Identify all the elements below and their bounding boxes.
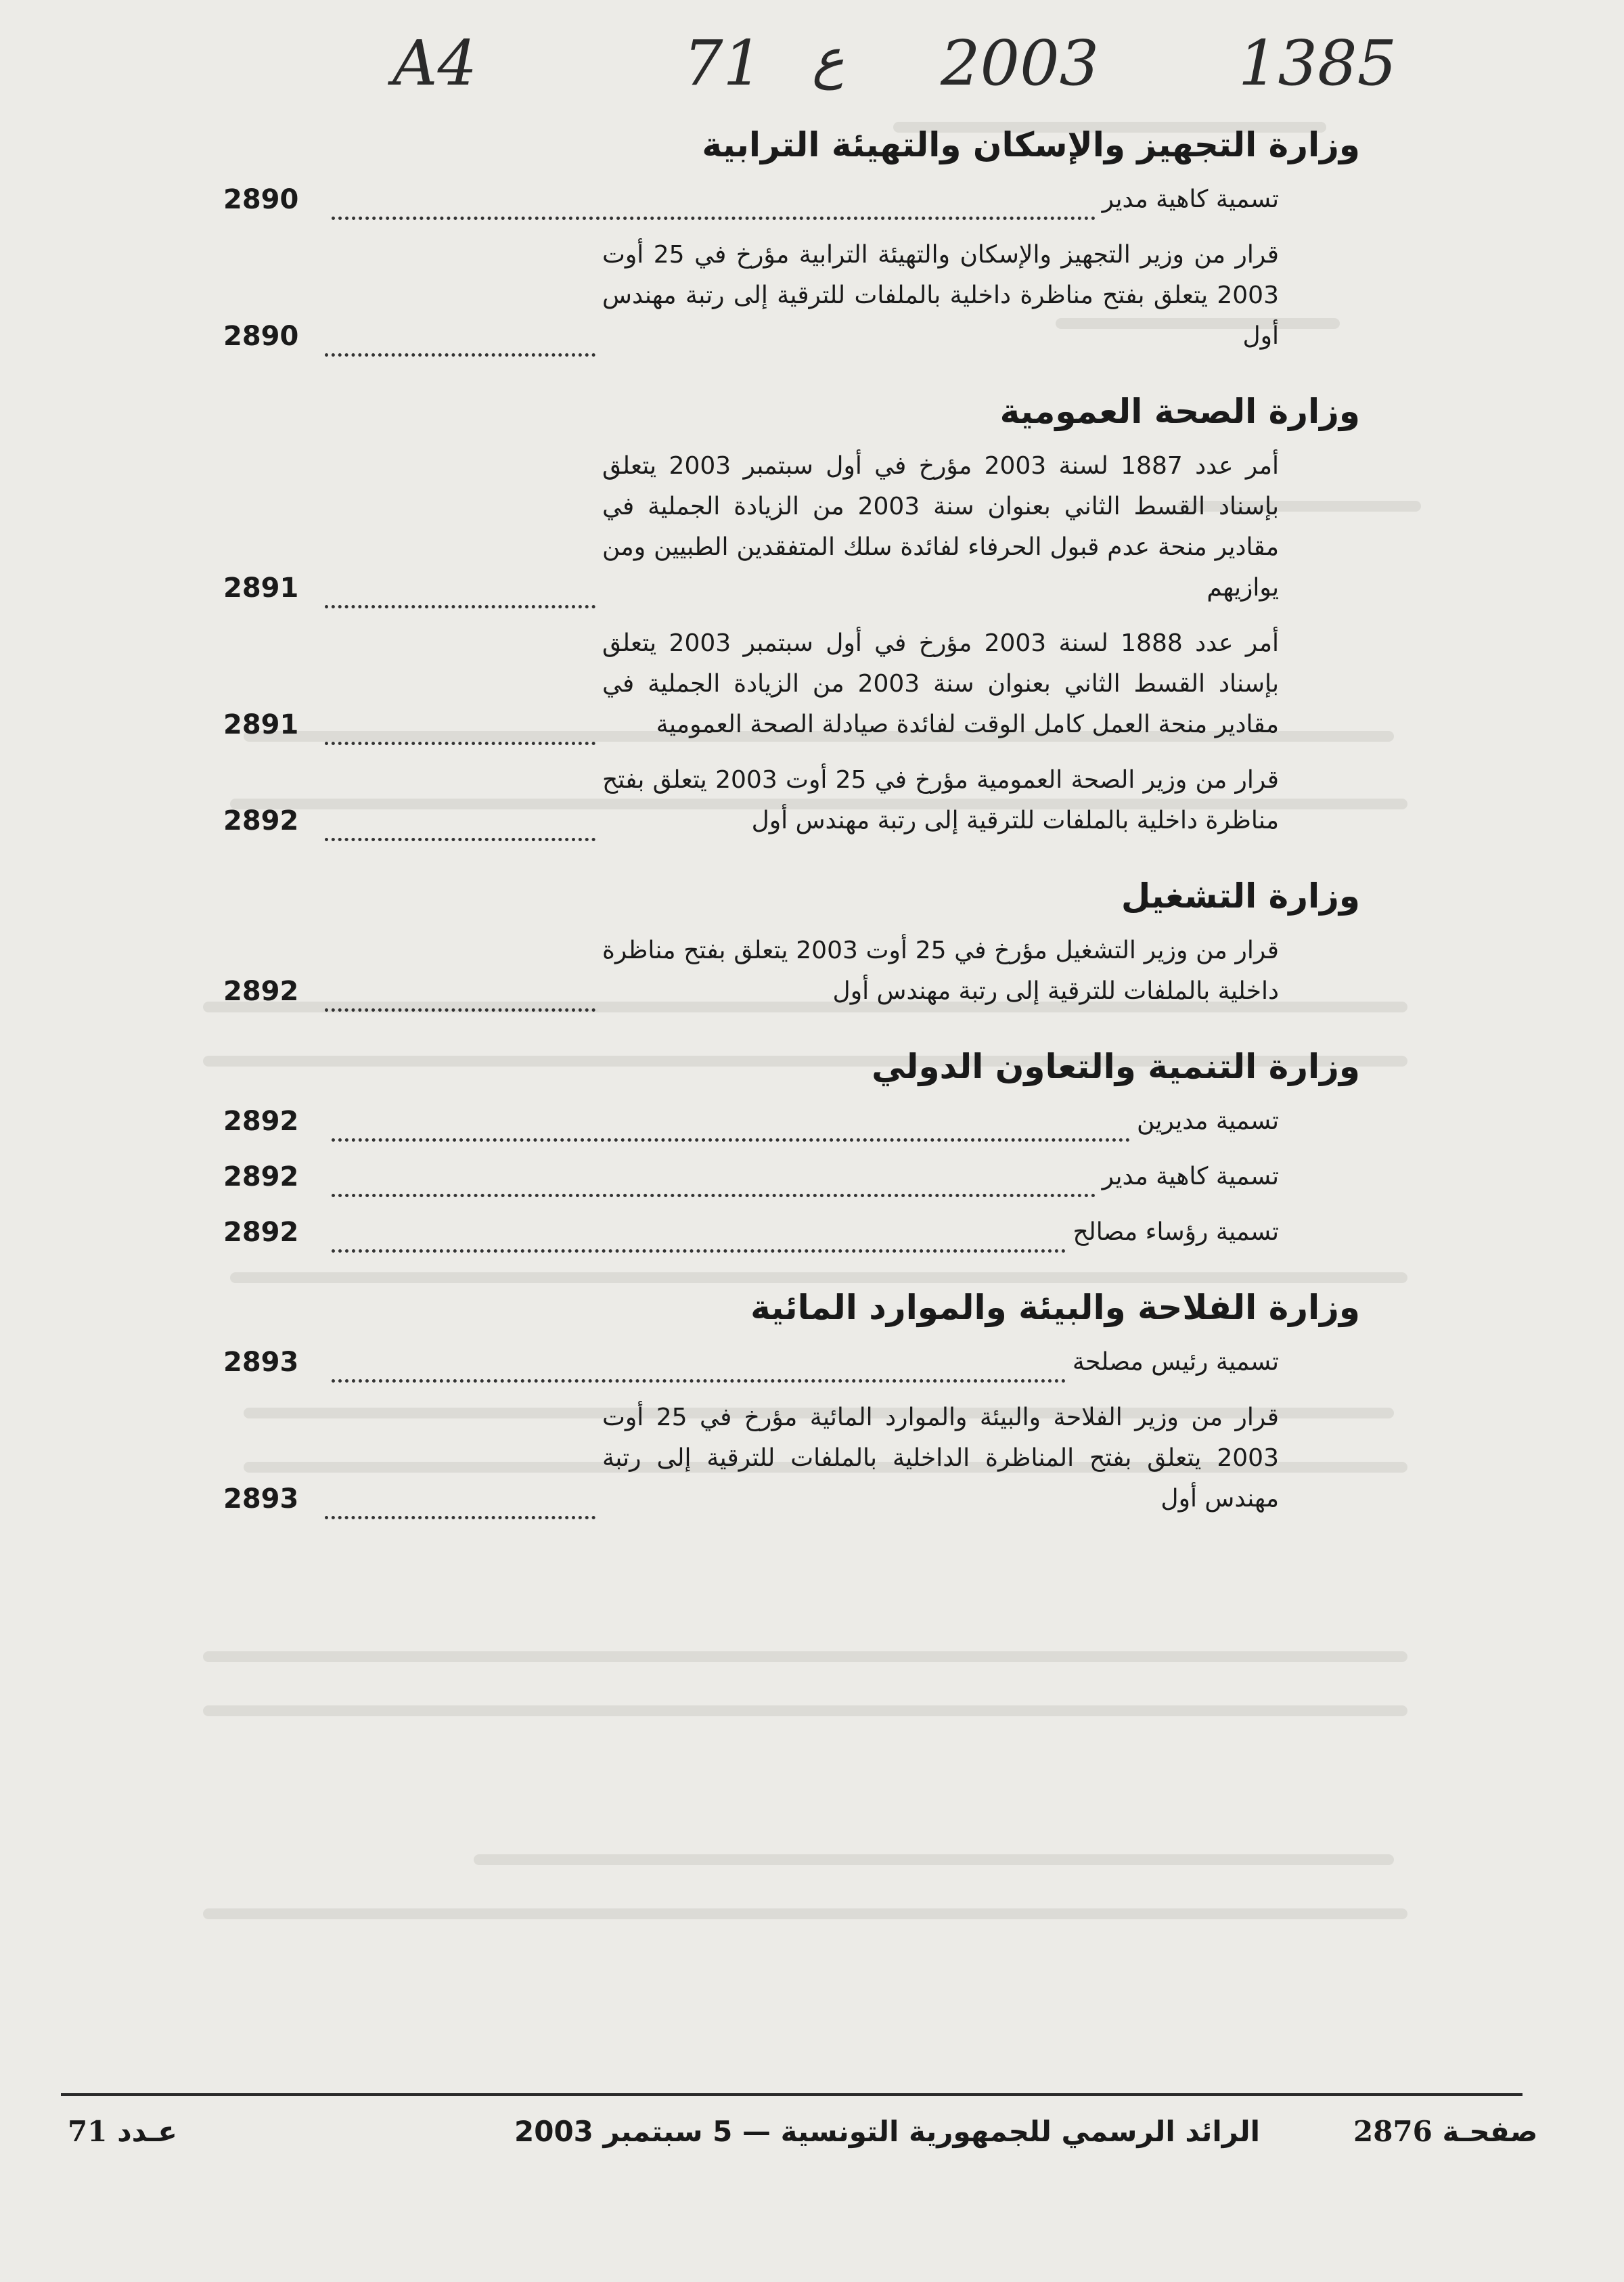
dot-leader bbox=[332, 1161, 1096, 1197]
toc-entry[interactable] bbox=[223, 623, 1279, 745]
handwritten-code: 1385 bbox=[1238, 27, 1397, 99]
section-employment bbox=[223, 876, 1360, 1012]
toc-entry[interactable] bbox=[223, 760, 1279, 841]
dot-leader bbox=[325, 805, 595, 841]
dot-leader bbox=[325, 1483, 595, 1519]
dot-leader bbox=[325, 573, 595, 608]
entry-text: تسمية كاهية مدير bbox=[1102, 1163, 1279, 1190]
entry-text: أمر عدد 1888 لسنة 2003 مؤرخ في أول سبتمبر 2003 يتعلق بإسناد القسط الثاني بعنوان سنة 2003 من الزيادة الجملية في مقادير منحة العمل كامل الوقت لفائدة صيادلة الصحة العمومية bbox=[602, 629, 1280, 738]
handwritten-issue: 71 bbox=[683, 27, 763, 99]
dot-leader bbox=[332, 184, 1096, 220]
dot-leader bbox=[325, 976, 595, 1012]
dot-leader bbox=[332, 1217, 1066, 1253]
page-number: 2892 bbox=[223, 976, 299, 1007]
page-number: 2892 bbox=[223, 1106, 299, 1137]
page-number: 2892 bbox=[223, 805, 299, 836]
footer-issue bbox=[68, 2115, 177, 2148]
footer-page bbox=[1353, 2115, 1537, 2148]
table-of-contents bbox=[223, 125, 1360, 1554]
toc-entry[interactable] bbox=[223, 446, 1279, 608]
section-development bbox=[223, 1047, 1360, 1253]
section-title: وزارة الفلاحة والبيئة والموارد المائية bbox=[750, 1288, 1360, 1327]
entry-text: قرار من وزير الفلاحة والبيئة والموارد المائية مؤرخ في 25 أوت 2003 يتعلق بفتح المناظرة الداخلية بالملفات للترقية إلى رتبة مهندس أول bbox=[602, 1404, 1279, 1513]
toc-entry[interactable] bbox=[223, 931, 1279, 1012]
toc-entry[interactable] bbox=[223, 1101, 1279, 1142]
section-title: وزارة التشغيل bbox=[1121, 876, 1360, 916]
toc-entry[interactable] bbox=[223, 1157, 1279, 1197]
entry-text: قرار من وزير التشغيل مؤرخ في 25 أوت 2003 يتعلق بفتح مناظرة داخلية بالملفات للترقية إلى رتبة مهندس أول bbox=[602, 937, 1279, 1005]
entry-text: تسمية رئيس مصلحة bbox=[1072, 1348, 1279, 1376]
entry-text: تسمية مديرين bbox=[1136, 1107, 1279, 1135]
entry-text: أمر عدد 1887 لسنة 2003 مؤرخ في أول سبتمبر 2003 يتعلق بإسناد القسط الثاني بعنوان سنة 2003 من الزيادة الجملية في مقادير منحة عدم قبول الحرفاء لفائدة سلك المتفقدين الطبيين ومن يوازيهم bbox=[602, 452, 1280, 602]
section-agriculture bbox=[223, 1288, 1360, 1519]
handwritten-letter: ع bbox=[812, 27, 844, 90]
section-title: وزارة الصحة العمومية bbox=[999, 392, 1360, 431]
page-number: 2890 bbox=[223, 321, 299, 352]
section-equipment bbox=[223, 125, 1360, 357]
section-title: وزارة التجهيز والإسكان والتهيئة الترابية bbox=[702, 125, 1360, 164]
page-label: صفحـة bbox=[1442, 2115, 1538, 2148]
footer-rule bbox=[61, 2093, 1522, 2096]
dot-leader bbox=[332, 1106, 1130, 1142]
issue-label: عـدد bbox=[117, 2115, 177, 2148]
toc-entry[interactable] bbox=[223, 1212, 1279, 1253]
entry-text: قرار من وزير الصحة العمومية مؤرخ في 25 أوت 2003 يتعلق بفتح مناظرة داخلية بالملفات للترقية إلى رتبة مهندس أول bbox=[602, 766, 1279, 834]
page-number: 2893 bbox=[223, 1347, 299, 1378]
page-number: 2891 bbox=[223, 573, 299, 604]
toc-entry[interactable] bbox=[223, 179, 1279, 220]
toc-entry[interactable] bbox=[223, 1397, 1279, 1519]
toc-entry[interactable] bbox=[223, 1342, 1279, 1383]
dot-leader bbox=[332, 1347, 1066, 1383]
footer-page-number: 2876 bbox=[1353, 2115, 1433, 2148]
entry-text: قرار من وزير التجهيز والإسكان والتهيئة الترابية مؤرخ في 25 أوت 2003 يتعلق بفتح مناظرة داخلية بالملفات للترقية إلى رتبة مهندس أول bbox=[602, 241, 1279, 350]
page-number: 2891 bbox=[223, 709, 299, 740]
toc-entry[interactable] bbox=[223, 235, 1279, 357]
page-number: 2893 bbox=[223, 1483, 299, 1515]
page-number: 2892 bbox=[223, 1161, 299, 1192]
dot-leader bbox=[325, 709, 595, 745]
dot-leader bbox=[325, 321, 595, 357]
section-title: وزارة التنمية والتعاون الدولي bbox=[872, 1047, 1360, 1086]
issue-number: 71 bbox=[68, 2115, 108, 2148]
handwritten-ref: A4 bbox=[392, 27, 477, 99]
entry-text: تسمية كاهية مدير bbox=[1102, 185, 1279, 213]
page-number: 2892 bbox=[223, 1217, 299, 1248]
handwritten-year: 2003 bbox=[941, 27, 1100, 99]
entry-text: تسمية رؤساء مصالح bbox=[1073, 1218, 1279, 1246]
page-number: 2890 bbox=[223, 184, 299, 215]
footer-journal: الرائد الرسمي للجمهورية التونسية — 5 سبتمبر 2003 bbox=[514, 2115, 1261, 2148]
section-health bbox=[223, 392, 1360, 841]
